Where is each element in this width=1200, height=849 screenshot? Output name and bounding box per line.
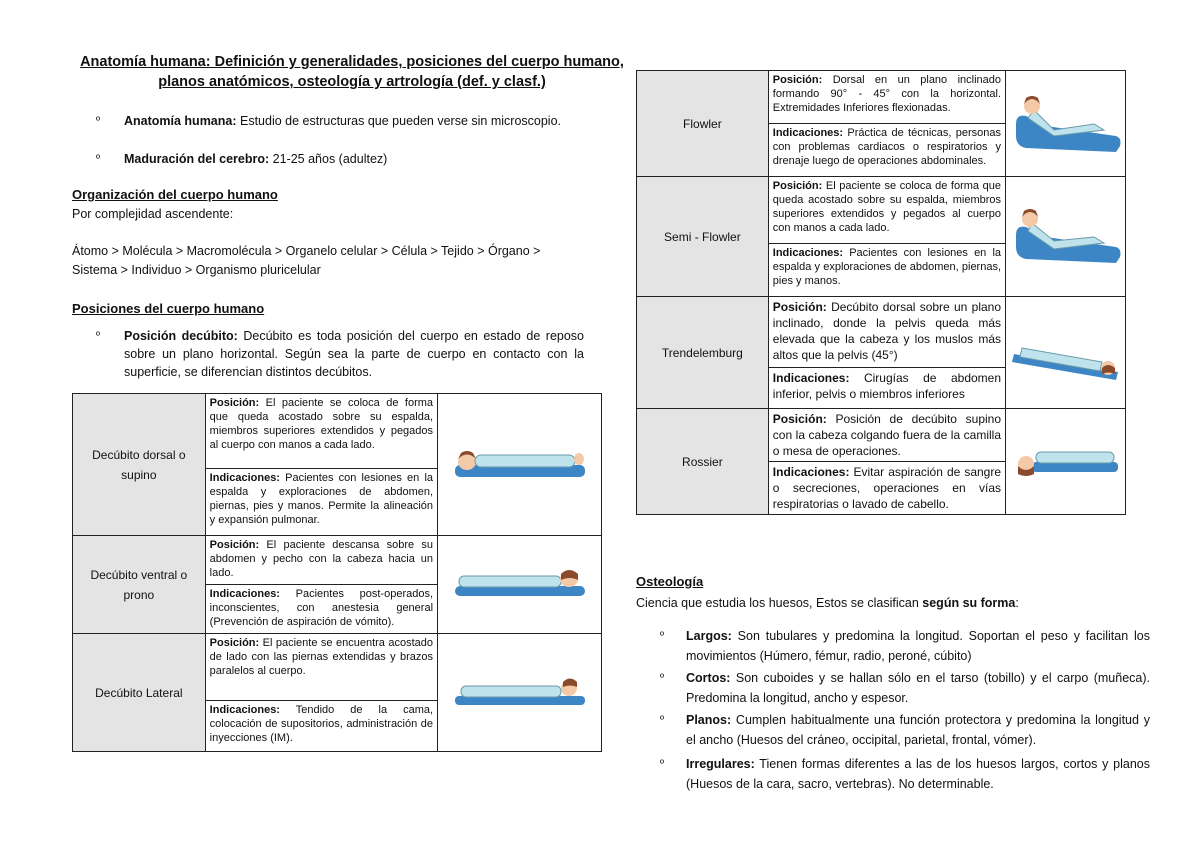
indication-description bbox=[768, 124, 1005, 177]
bullet-term: Cortos: bbox=[686, 671, 731, 685]
indication-description bbox=[768, 244, 1005, 297]
bullet-term: Maduración del cerebro: bbox=[124, 152, 270, 166]
text: : bbox=[1015, 596, 1019, 610]
text: El paciente se coloca de forma que queda acostado sobre su espalda, miembros superiores extendidos y pegados al cuerpo con manos a cada lado. bbox=[209, 397, 434, 451]
bone-type-item bbox=[660, 668, 1150, 708]
label: Posición: bbox=[772, 300, 827, 314]
position-description bbox=[768, 177, 1005, 244]
position-description bbox=[768, 409, 1005, 462]
bullet-text: Tienen formas diferentes a las de los huesos largos, cortos y planos (Huesos de la cara, sacro, vertebras). No determinable. bbox=[686, 757, 1150, 791]
heading-posiciones: Posiciones del cuerpo humano bbox=[72, 301, 265, 316]
position-description bbox=[205, 634, 437, 701]
table-row bbox=[73, 394, 602, 469]
position-name: Rossier bbox=[637, 409, 769, 515]
bullet-text: Son cuboides y se hallan sólo en el tarso (tobillo) y el carpo (muñeca). Predomina la longitud, ancho y espesor. bbox=[686, 671, 1150, 705]
bullet-text: 21-25 años (adultez) bbox=[269, 152, 388, 166]
bone-type-item bbox=[660, 754, 1150, 794]
label: Posición: bbox=[772, 412, 827, 426]
text: Cirugías de abdomen inferior, pelvis o miembros inferiores bbox=[772, 371, 1002, 401]
position-description bbox=[205, 394, 437, 469]
table-row bbox=[637, 71, 1126, 124]
bone-type-item bbox=[660, 626, 1150, 666]
label: Indicaciones: bbox=[209, 704, 280, 716]
text: El paciente se encuentra acostado de lado con las piernas extendidas y brazos paralelos al cuerpo. bbox=[209, 637, 434, 677]
label: Posición: bbox=[772, 180, 823, 192]
bullet-maduracion bbox=[96, 150, 584, 168]
positions-table-left bbox=[72, 393, 602, 752]
text: Ciencia que estudia los huesos, Estos se clasifican bbox=[636, 596, 923, 610]
indication-description bbox=[205, 469, 437, 536]
indication-description bbox=[205, 585, 437, 634]
table-row bbox=[637, 409, 1126, 462]
bullet-icon: º bbox=[96, 115, 101, 127]
heading-organizacion: Organización del cuerpo humano bbox=[72, 187, 278, 202]
positions-table-right bbox=[636, 70, 1126, 515]
bullet-text: Estudio de estructuras que pueden verse sin microscopio. bbox=[236, 114, 561, 128]
label: Indicaciones: bbox=[209, 588, 280, 600]
label: Posición: bbox=[209, 397, 260, 409]
prone-figure bbox=[438, 536, 602, 634]
text: Pacientes con lesiones en la espalda y exploraciones de abdomen, piernas, pies y manos. bbox=[772, 247, 1002, 287]
text: El paciente se coloca de forma que queda acostado sobre su espalda, miembros superiores extendidos y pegados al cuerpo con manos a cada lado. bbox=[772, 180, 1002, 234]
indication-description bbox=[768, 368, 1005, 409]
bullet-icon: º bbox=[660, 672, 665, 684]
bullet-decubito bbox=[96, 327, 584, 381]
label: Posición: bbox=[209, 539, 260, 551]
label: Posición: bbox=[209, 637, 260, 649]
bullet-term: Largos: bbox=[686, 629, 732, 643]
organizacion-chain: Átomo > Molécula > Macromolécula > Organelo celular > Célula > Tejido > Órgano > Sistema > Individuo > Organismo pluricelular bbox=[72, 244, 541, 277]
position-description bbox=[205, 536, 437, 585]
bullet-icon: º bbox=[660, 758, 665, 770]
label: Indicaciones: bbox=[772, 247, 844, 259]
text: Decúbito dorsal sobre un plano inclinado, donde la pelvis queda más elevada que la cabeza y los muslos más altos que la pelvis (45°) bbox=[772, 300, 1002, 362]
label: Indicaciones: bbox=[772, 371, 850, 385]
bold-text: según su forma bbox=[922, 596, 1016, 610]
position-description bbox=[768, 297, 1005, 368]
position-name: Decúbito Lateral bbox=[73, 634, 206, 752]
label: Posición: bbox=[772, 74, 823, 86]
position-name: Semi - Flowler bbox=[637, 177, 769, 297]
bullet-icon: º bbox=[96, 330, 101, 342]
indication-description bbox=[768, 462, 1005, 515]
bone-type-item bbox=[660, 710, 1150, 750]
bullet-term: Posición decúbito: bbox=[124, 329, 238, 343]
bullet-icon: º bbox=[660, 630, 665, 642]
bullet-term: Planos: bbox=[686, 713, 732, 727]
position-description bbox=[768, 71, 1005, 124]
text: El paciente descansa sobre su abdomen y pecho con la cabeza hacia un lado. bbox=[209, 539, 434, 579]
lateral-figure bbox=[438, 634, 602, 752]
text: Pacientes post-operados, inconscientes, con anestesia general (Prevención de aspiración de vómito). bbox=[209, 588, 434, 628]
text: Pacientes con lesiones en la espalda y exploraciones de abdomen, piernas, pies y manos. Permite la alineación y expansión pulmonar. bbox=[209, 472, 434, 526]
table-row bbox=[73, 634, 602, 701]
bullet-term: Irregulares: bbox=[686, 757, 755, 771]
label: Indicaciones: bbox=[772, 465, 850, 479]
trendelenburg-figure bbox=[1006, 297, 1126, 409]
fowler-figure bbox=[1006, 71, 1126, 177]
bullet-icon: º bbox=[96, 153, 101, 165]
text: Dorsal en un plano inclinado formando 90° - 45° con la horizontal. Extremidades Inferiores flexionadas. bbox=[772, 74, 1002, 114]
text: Tendido de la cama, colocación de supositorios, administración de inyecciones (IM). bbox=[209, 704, 434, 744]
bullet-text: Cumplen habitualmente una función protectora y predomina la longitud y el ancho (Huesos del cráneo, occipital, parietal, frontal, vómer). bbox=[686, 713, 1150, 747]
text: Posición de decúbito supino con la cabeza colgando fuera de la camilla o mesa de operaciones. bbox=[772, 412, 1002, 458]
rossier-figure bbox=[1006, 409, 1126, 515]
indication-description bbox=[205, 701, 437, 752]
position-name: Trendelemburg bbox=[637, 297, 769, 409]
osteologia-intro bbox=[636, 594, 1019, 613]
organizacion-subtitle: Por complejidad ascendente: bbox=[72, 207, 234, 221]
position-name: Decúbito dorsal o supino bbox=[73, 394, 206, 536]
bullet-anatomia bbox=[96, 112, 584, 130]
page-title: Anatomía humana: Definición y generalidades, posiciones del cuerpo humano, planos anatómicos, osteología y artrología (def. y clasf.) bbox=[80, 54, 624, 90]
text: Evitar aspiración de sangre o secreciones, operaciones en vías respiratorias o lavado de cabello. bbox=[772, 465, 1002, 511]
table-row bbox=[637, 297, 1126, 368]
supine-figure bbox=[438, 394, 602, 536]
heading-osteologia: Osteología bbox=[636, 574, 704, 589]
text: Práctica de técnicas, personas con problemas cardiacos o respiratorios y drenaje luego de operaciones abdominales. bbox=[772, 127, 1002, 167]
bullet-term: Anatomía humana: bbox=[124, 114, 237, 128]
semi-fowler-figure bbox=[1006, 177, 1126, 297]
bullet-text: Son tubulares y predomina la longitud. Soportan el peso y facilitan los movimientos (Húmero, fémur, radio, peroné, cúbito) bbox=[686, 629, 1150, 663]
bullet-text: Decúbito es toda posición del cuerpo en estado de reposo sobre un plano horizontal. Según sea la parte de cuerpo en contacto con la superficie, se diferencian distintos decúbitos. bbox=[124, 329, 585, 379]
position-name: Decúbito ventral o prono bbox=[73, 536, 206, 634]
bullet-icon: º bbox=[660, 714, 665, 726]
table-row bbox=[73, 536, 602, 585]
label: Indicaciones: bbox=[772, 127, 844, 139]
position-name: Flowler bbox=[637, 71, 769, 177]
table-row bbox=[637, 177, 1126, 244]
label: Indicaciones: bbox=[209, 472, 280, 484]
